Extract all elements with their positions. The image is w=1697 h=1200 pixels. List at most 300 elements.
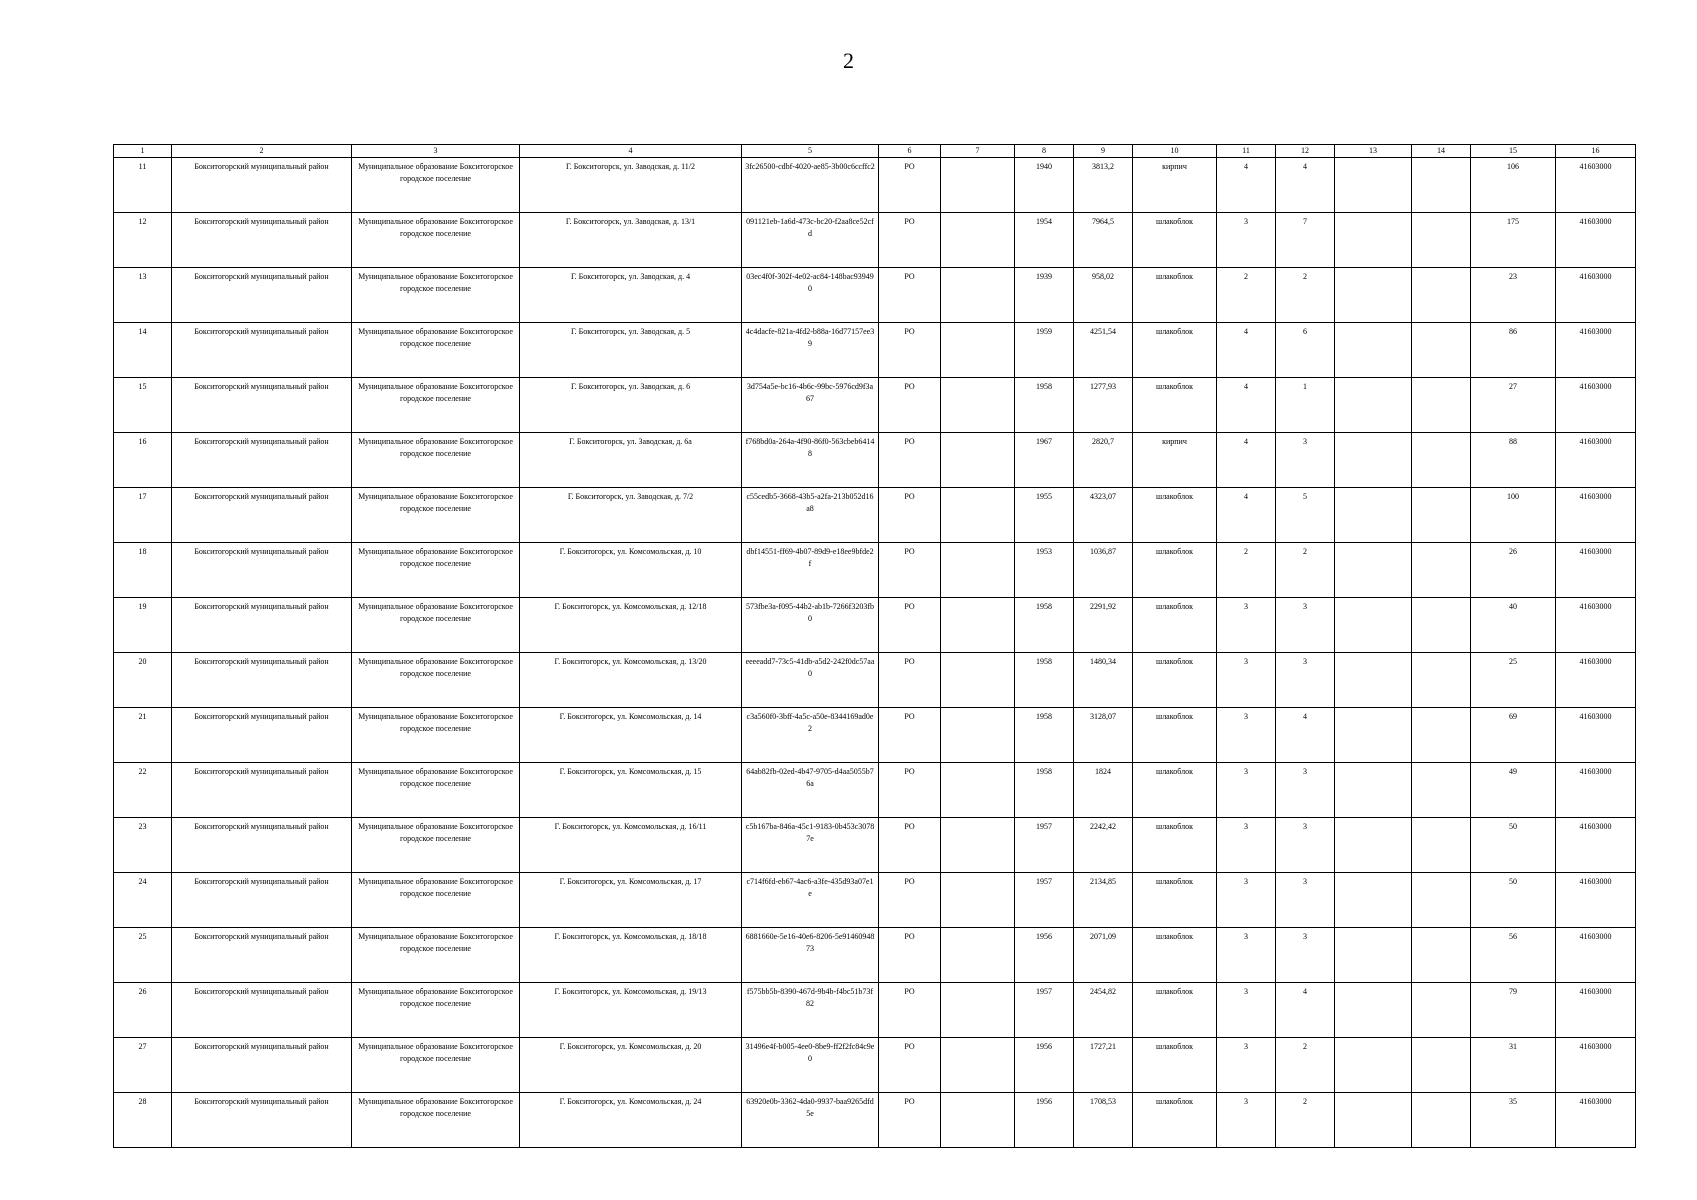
oktmo-code-cell: 41603000	[1556, 213, 1636, 268]
column-13-value-cell	[1335, 1093, 1412, 1148]
municipality-name-cell: Муниципальное образование Бокситогорское городское поселение	[352, 323, 520, 378]
oktmo-code-cell: 41603000	[1556, 763, 1636, 818]
column-header-2: 2	[172, 145, 352, 158]
district-name-cell: Бокситогорский муниципальный район	[172, 983, 352, 1038]
column-7-value-cell	[941, 818, 1015, 873]
column-14-value-cell	[1412, 983, 1471, 1038]
table-row	[114, 378, 1636, 433]
column-header-13: 13	[1335, 145, 1412, 158]
row-number-cell: 15	[114, 378, 172, 433]
column-7-value-cell	[941, 433, 1015, 488]
program-code-cell: РО	[879, 598, 941, 653]
table-row	[114, 653, 1636, 708]
residents-cell: 50	[1471, 818, 1556, 873]
floors-cell: 4	[1217, 323, 1276, 378]
floors-cell: 2	[1217, 268, 1276, 323]
column-7-value-cell	[941, 598, 1015, 653]
entrances-cell: 3	[1276, 433, 1335, 488]
wall-material-cell: шлакоблок	[1133, 268, 1217, 323]
oktmo-code-cell: 41603000	[1556, 543, 1636, 598]
entrances-cell: 1	[1276, 378, 1335, 433]
oktmo-code-cell: 41603000	[1556, 1093, 1636, 1148]
floors-cell: 3	[1217, 708, 1276, 763]
table-row	[114, 433, 1636, 488]
wall-material-cell: шлакоблок	[1133, 928, 1217, 983]
row-number-cell: 14	[114, 323, 172, 378]
district-name-cell: Бокситогорский муниципальный район	[172, 323, 352, 378]
column-7-value-cell	[941, 653, 1015, 708]
district-name-cell: Бокситогорский муниципальный район	[172, 818, 352, 873]
entrances-cell: 2	[1276, 1093, 1335, 1148]
wall-material-cell: шлакоблок	[1133, 1093, 1217, 1148]
wall-material-cell: шлакоблок	[1133, 818, 1217, 873]
column-13-value-cell	[1335, 268, 1412, 323]
program-code-cell: РО	[879, 818, 941, 873]
year-built-cell: 1957	[1015, 818, 1074, 873]
residents-cell: 35	[1471, 1093, 1556, 1148]
fias-guid-cell: 4c4dacfe-821a-4fd2-b88a-16d77157ee39	[742, 323, 879, 378]
table-row	[114, 873, 1636, 928]
oktmo-code-cell: 41603000	[1556, 653, 1636, 708]
total-area-cell: 4323,07	[1074, 488, 1133, 543]
column-7-value-cell	[941, 983, 1015, 1038]
column-14-value-cell	[1412, 928, 1471, 983]
entrances-cell: 3	[1276, 763, 1335, 818]
total-area-cell: 1480,34	[1074, 653, 1133, 708]
column-header-11: 11	[1217, 145, 1276, 158]
floors-cell: 3	[1217, 1093, 1276, 1148]
address-cell: Г. Бокситогорск, ул. Комсомольская, д. 15	[520, 763, 742, 818]
column-7-value-cell	[941, 708, 1015, 763]
column-14-value-cell	[1412, 1038, 1471, 1093]
floors-cell: 2	[1217, 543, 1276, 598]
column-14-value-cell	[1412, 378, 1471, 433]
fias-guid-cell: 31496e4f-b005-4ee0-8be9-ff2f2fc84c9e0	[742, 1038, 879, 1093]
column-14-value-cell	[1412, 818, 1471, 873]
wall-material-cell: шлакоблок	[1133, 213, 1217, 268]
column-13-value-cell	[1335, 818, 1412, 873]
municipality-name-cell: Муниципальное образование Бокситогорское городское поселение	[352, 928, 520, 983]
district-name-cell: Бокситогорский муниципальный район	[172, 543, 352, 598]
fias-guid-cell: 3fc26500-cdbf-4020-ae85-3b00c6ccffc2	[742, 158, 879, 213]
column-14-value-cell	[1412, 158, 1471, 213]
entrances-cell: 3	[1276, 928, 1335, 983]
fias-guid-cell: eeeeadd7-73c5-41db-a5d2-242f0dc57aa0	[742, 653, 879, 708]
entrances-cell: 2	[1276, 543, 1335, 598]
column-13-value-cell	[1335, 543, 1412, 598]
column-header-12: 12	[1276, 145, 1335, 158]
address-cell: Г. Бокситогорск, ул. Заводская, д. 6	[520, 378, 742, 433]
year-built-cell: 1958	[1015, 653, 1074, 708]
district-name-cell: Бокситогорский муниципальный район	[172, 708, 352, 763]
municipality-name-cell: Муниципальное образование Бокситогорское городское поселение	[352, 158, 520, 213]
district-name-cell: Бокситогорский муниципальный район	[172, 873, 352, 928]
municipality-name-cell: Муниципальное образование Бокситогорское городское поселение	[352, 1038, 520, 1093]
district-name-cell: Бокситогорский муниципальный район	[172, 378, 352, 433]
entrances-cell: 3	[1276, 873, 1335, 928]
district-name-cell: Бокситогорский муниципальный район	[172, 433, 352, 488]
address-cell: Г. Бокситогорск, ул. Комсомольская, д. 16/11	[520, 818, 742, 873]
total-area-cell: 2071,09	[1074, 928, 1133, 983]
program-code-cell: РО	[879, 543, 941, 598]
address-cell: Г. Бокситогорск, ул. Заводская, д. 11/2	[520, 158, 742, 213]
column-number-header-row	[114, 145, 1636, 158]
year-built-cell: 1939	[1015, 268, 1074, 323]
table-row	[114, 543, 1636, 598]
table-row	[114, 598, 1636, 653]
floors-cell: 3	[1217, 873, 1276, 928]
floors-cell: 3	[1217, 213, 1276, 268]
address-cell: Г. Бокситогорск, ул. Комсомольская, д. 19/13	[520, 983, 742, 1038]
column-7-value-cell	[941, 488, 1015, 543]
column-header-15: 15	[1471, 145, 1556, 158]
residents-cell: 56	[1471, 928, 1556, 983]
fias-guid-cell: dbf14551-ff69-4b07-89d9-e18ee9bfde2f	[742, 543, 879, 598]
floors-cell: 3	[1217, 653, 1276, 708]
total-area-cell: 4251,54	[1074, 323, 1133, 378]
row-number-cell: 13	[114, 268, 172, 323]
total-area-cell: 1277,93	[1074, 378, 1133, 433]
total-area-cell: 958,02	[1074, 268, 1133, 323]
program-code-cell: РО	[879, 323, 941, 378]
wall-material-cell: шлакоблок	[1133, 653, 1217, 708]
fias-guid-cell: f768bd0a-264a-4f90-86f0-563cbeb64148	[742, 433, 879, 488]
program-code-cell: РО	[879, 708, 941, 763]
residents-cell: 50	[1471, 873, 1556, 928]
fias-guid-cell: 3d754a5e-bc16-4b6c-99bc-5976cd9f3a67	[742, 378, 879, 433]
fias-guid-cell: 091121eb-1a6d-473c-bc20-f2aa8ce52cfd	[742, 213, 879, 268]
column-13-value-cell	[1335, 213, 1412, 268]
residents-cell: 25	[1471, 653, 1556, 708]
year-built-cell: 1957	[1015, 983, 1074, 1038]
program-code-cell: РО	[879, 763, 941, 818]
column-13-value-cell	[1335, 653, 1412, 708]
oktmo-code-cell: 41603000	[1556, 983, 1636, 1038]
municipality-name-cell: Муниципальное образование Бокситогорское городское поселение	[352, 543, 520, 598]
column-header-9: 9	[1074, 145, 1133, 158]
residents-cell: 40	[1471, 598, 1556, 653]
column-14-value-cell	[1412, 763, 1471, 818]
program-code-cell: РО	[879, 378, 941, 433]
entrances-cell: 3	[1276, 818, 1335, 873]
column-7-value-cell	[941, 323, 1015, 378]
column-14-value-cell	[1412, 873, 1471, 928]
residents-cell: 88	[1471, 433, 1556, 488]
column-7-value-cell	[941, 873, 1015, 928]
residents-cell: 27	[1471, 378, 1556, 433]
entrances-cell: 2	[1276, 268, 1335, 323]
column-14-value-cell	[1412, 433, 1471, 488]
municipality-name-cell: Муниципальное образование Бокситогорское городское поселение	[352, 598, 520, 653]
table-row	[114, 1038, 1636, 1093]
table-row	[114, 818, 1636, 873]
oktmo-code-cell: 41603000	[1556, 1038, 1636, 1093]
address-cell: Г. Бокситогорск, ул. Заводская, д. 6а	[520, 433, 742, 488]
address-cell: Г. Бокситогорск, ул. Комсомольская, д. 20	[520, 1038, 742, 1093]
column-7-value-cell	[941, 268, 1015, 323]
program-code-cell: РО	[879, 213, 941, 268]
entrances-cell: 2	[1276, 1038, 1335, 1093]
residents-cell: 26	[1471, 543, 1556, 598]
municipality-name-cell: Муниципальное образование Бокситогорское городское поселение	[352, 983, 520, 1038]
floors-cell: 3	[1217, 598, 1276, 653]
municipality-name-cell: Муниципальное образование Бокситогорское городское поселение	[352, 213, 520, 268]
column-7-value-cell	[941, 213, 1015, 268]
table-row	[114, 983, 1636, 1038]
total-area-cell: 3813,2	[1074, 158, 1133, 213]
entrances-cell: 6	[1276, 323, 1335, 378]
floors-cell: 4	[1217, 488, 1276, 543]
oktmo-code-cell: 41603000	[1556, 268, 1636, 323]
row-number-cell: 27	[114, 1038, 172, 1093]
entrances-cell: 4	[1276, 158, 1335, 213]
address-cell: Г. Бокситогорск, ул. Комсомольская, д. 14	[520, 708, 742, 763]
wall-material-cell: шлакоблок	[1133, 763, 1217, 818]
column-13-value-cell	[1335, 323, 1412, 378]
address-cell: Г. Бокситогорск, ул. Заводская, д. 5	[520, 323, 742, 378]
total-area-cell: 1824	[1074, 763, 1133, 818]
year-built-cell: 1956	[1015, 1093, 1074, 1148]
floors-cell: 3	[1217, 928, 1276, 983]
row-number-cell: 28	[114, 1093, 172, 1148]
column-header-7: 7	[941, 145, 1015, 158]
program-code-cell: РО	[879, 433, 941, 488]
address-cell: Г. Бокситогорск, ул. Заводская, д. 7/2	[520, 488, 742, 543]
table-row	[114, 268, 1636, 323]
floors-cell: 4	[1217, 158, 1276, 213]
page-number: 2	[843, 48, 854, 73]
row-number-cell: 25	[114, 928, 172, 983]
wall-material-cell: шлакоблок	[1133, 323, 1217, 378]
program-code-cell: РО	[879, 983, 941, 1038]
column-14-value-cell	[1412, 708, 1471, 763]
year-built-cell: 1956	[1015, 928, 1074, 983]
total-area-cell: 7964,5	[1074, 213, 1133, 268]
district-name-cell: Бокситогорский муниципальный район	[172, 488, 352, 543]
municipality-name-cell: Муниципальное образование Бокситогорское городское поселение	[352, 873, 520, 928]
table-row	[114, 158, 1636, 213]
wall-material-cell: шлакоблок	[1133, 543, 1217, 598]
column-header-1: 1	[114, 145, 172, 158]
program-code-cell: РО	[879, 1038, 941, 1093]
column-13-value-cell	[1335, 928, 1412, 983]
year-built-cell: 1955	[1015, 488, 1074, 543]
floors-cell: 4	[1217, 378, 1276, 433]
district-name-cell: Бокситогорский муниципальный район	[172, 598, 352, 653]
municipality-name-cell: Муниципальное образование Бокситогорское городское поселение	[352, 818, 520, 873]
column-13-value-cell	[1335, 708, 1412, 763]
fias-guid-cell: c3a560f0-3bff-4a5c-a50e-8344169ad0e2	[742, 708, 879, 763]
column-13-value-cell	[1335, 378, 1412, 433]
row-number-cell: 23	[114, 818, 172, 873]
column-header-5: 5	[742, 145, 879, 158]
total-area-cell: 2820,7	[1074, 433, 1133, 488]
year-built-cell: 1959	[1015, 323, 1074, 378]
entrances-cell: 5	[1276, 488, 1335, 543]
district-name-cell: Бокситогорский муниципальный район	[172, 213, 352, 268]
wall-material-cell: шлакоблок	[1133, 488, 1217, 543]
column-14-value-cell	[1412, 653, 1471, 708]
year-built-cell: 1940	[1015, 158, 1074, 213]
column-7-value-cell	[941, 1093, 1015, 1148]
year-built-cell: 1958	[1015, 708, 1074, 763]
program-code-cell: РО	[879, 653, 941, 708]
year-built-cell: 1953	[1015, 543, 1074, 598]
oktmo-code-cell: 41603000	[1556, 708, 1636, 763]
municipality-name-cell: Муниципальное образование Бокситогорское городское поселение	[352, 1093, 520, 1148]
column-7-value-cell	[941, 378, 1015, 433]
table-row	[114, 928, 1636, 983]
year-built-cell: 1956	[1015, 1038, 1074, 1093]
column-header-14: 14	[1412, 145, 1471, 158]
program-code-cell: РО	[879, 268, 941, 323]
column-header-3: 3	[352, 145, 520, 158]
oktmo-code-cell: 41603000	[1556, 598, 1636, 653]
wall-material-cell: кирпич	[1133, 158, 1217, 213]
floors-cell: 3	[1217, 763, 1276, 818]
address-cell: Г. Бокситогорск, ул. Комсомольская, д. 24	[520, 1093, 742, 1148]
column-13-value-cell	[1335, 983, 1412, 1038]
program-code-cell: РО	[879, 158, 941, 213]
year-built-cell: 1958	[1015, 598, 1074, 653]
address-cell: Г. Бокситогорск, ул. Заводская, д. 4	[520, 268, 742, 323]
table-row	[114, 1093, 1636, 1148]
column-14-value-cell	[1412, 213, 1471, 268]
fias-guid-cell: f575bb5b-8390-467d-9b4b-f4bc51b73f82	[742, 983, 879, 1038]
municipality-name-cell: Муниципальное образование Бокситогорское городское поселение	[352, 433, 520, 488]
wall-material-cell: шлакоблок	[1133, 873, 1217, 928]
municipality-name-cell: Муниципальное образование Бокситогорское городское поселение	[352, 708, 520, 763]
municipality-name-cell: Муниципальное образование Бокситогорское городское поселение	[352, 378, 520, 433]
entrances-cell: 4	[1276, 983, 1335, 1038]
floors-cell: 4	[1217, 433, 1276, 488]
residents-cell: 49	[1471, 763, 1556, 818]
total-area-cell: 3128,07	[1074, 708, 1133, 763]
total-area-cell: 1727,21	[1074, 1038, 1133, 1093]
floors-cell: 3	[1217, 1038, 1276, 1093]
program-code-cell: РО	[879, 928, 941, 983]
total-area-cell: 1036,87	[1074, 543, 1133, 598]
fias-guid-cell: 64ab82fb-02ed-4b47-9705-d4aa5055b76a	[742, 763, 879, 818]
column-header-8: 8	[1015, 145, 1074, 158]
oktmo-code-cell: 41603000	[1556, 928, 1636, 983]
municipality-name-cell: Муниципальное образование Бокситогорское городское поселение	[352, 763, 520, 818]
wall-material-cell: шлакоблок	[1133, 983, 1217, 1038]
column-7-value-cell	[941, 763, 1015, 818]
column-14-value-cell	[1412, 543, 1471, 598]
municipality-name-cell: Муниципальное образование Бокситогорское городское поселение	[352, 268, 520, 323]
residents-cell: 23	[1471, 268, 1556, 323]
column-13-value-cell	[1335, 1038, 1412, 1093]
table-row	[114, 708, 1636, 763]
fias-guid-cell: c5b167ba-846a-45c1-9183-0b453c30787e	[742, 818, 879, 873]
year-built-cell: 1954	[1015, 213, 1074, 268]
total-area-cell: 2291,92	[1074, 598, 1133, 653]
row-number-cell: 24	[114, 873, 172, 928]
fias-guid-cell: 03ec4f0f-302f-4e02-ac84-148bac939490	[742, 268, 879, 323]
column-13-value-cell	[1335, 158, 1412, 213]
total-area-cell: 2454,82	[1074, 983, 1133, 1038]
column-13-value-cell	[1335, 873, 1412, 928]
address-cell: Г. Бокситогорск, ул. Комсомольская, д. 13/20	[520, 653, 742, 708]
district-name-cell: Бокситогорский муниципальный район	[172, 1038, 352, 1093]
column-13-value-cell	[1335, 598, 1412, 653]
district-name-cell: Бокситогорский муниципальный район	[172, 1093, 352, 1148]
row-number-cell: 17	[114, 488, 172, 543]
column-header-10: 10	[1133, 145, 1217, 158]
floors-cell: 3	[1217, 983, 1276, 1038]
entrances-cell: 3	[1276, 653, 1335, 708]
program-code-cell: РО	[879, 488, 941, 543]
fias-guid-cell: 6881660e-5e16-40e6-8206-5e9146094873	[742, 928, 879, 983]
total-area-cell: 2242,42	[1074, 818, 1133, 873]
row-number-cell: 16	[114, 433, 172, 488]
row-number-cell: 20	[114, 653, 172, 708]
fias-guid-cell: c55cedb5-3668-43b5-a2fa-213b052d16a8	[742, 488, 879, 543]
residents-cell: 106	[1471, 158, 1556, 213]
floors-cell: 3	[1217, 818, 1276, 873]
wall-material-cell: шлакоблок	[1133, 1038, 1217, 1093]
address-cell: Г. Бокситогорск, ул. Комсомольская, д. 17	[520, 873, 742, 928]
residents-cell: 69	[1471, 708, 1556, 763]
row-number-cell: 11	[114, 158, 172, 213]
row-number-cell: 12	[114, 213, 172, 268]
oktmo-code-cell: 41603000	[1556, 323, 1636, 378]
column-header-4: 4	[520, 145, 742, 158]
year-built-cell: 1958	[1015, 763, 1074, 818]
wall-material-cell: шлакоблок	[1133, 598, 1217, 653]
entrances-cell: 3	[1276, 598, 1335, 653]
row-number-cell: 18	[114, 543, 172, 598]
residents-cell: 86	[1471, 323, 1556, 378]
fias-guid-cell: 63920e0b-3362-4da0-9937-baa9265dfd5e	[742, 1093, 879, 1148]
row-number-cell: 22	[114, 763, 172, 818]
residents-cell: 100	[1471, 488, 1556, 543]
row-number-cell: 21	[114, 708, 172, 763]
address-cell: Г. Бокситогорск, ул. Комсомольская, д. 12/18	[520, 598, 742, 653]
total-area-cell: 1708,53	[1074, 1093, 1133, 1148]
column-13-value-cell	[1335, 433, 1412, 488]
entrances-cell: 7	[1276, 213, 1335, 268]
column-7-value-cell	[941, 543, 1015, 598]
column-13-value-cell	[1335, 488, 1412, 543]
column-14-value-cell	[1412, 598, 1471, 653]
oktmo-code-cell: 41603000	[1556, 873, 1636, 928]
table-row	[114, 213, 1636, 268]
row-number-cell: 26	[114, 983, 172, 1038]
district-name-cell: Бокситогорский муниципальный район	[172, 763, 352, 818]
district-name-cell: Бокситогорский муниципальный район	[172, 158, 352, 213]
total-area-cell: 2134,85	[1074, 873, 1133, 928]
district-name-cell: Бокситогорский муниципальный район	[172, 653, 352, 708]
residents-cell: 79	[1471, 983, 1556, 1038]
table-row	[114, 323, 1636, 378]
column-13-value-cell	[1335, 763, 1412, 818]
district-name-cell: Бокситогорский муниципальный район	[172, 928, 352, 983]
oktmo-code-cell: 41603000	[1556, 378, 1636, 433]
table-row	[114, 488, 1636, 543]
column-14-value-cell	[1412, 1093, 1471, 1148]
municipality-name-cell: Муниципальное образование Бокситогорское городское поселение	[352, 653, 520, 708]
address-cell: Г. Бокситогорск, ул. Заводская, д. 13/1	[520, 213, 742, 268]
program-code-cell: РО	[879, 1093, 941, 1148]
column-header-6: 6	[879, 145, 941, 158]
oktmo-code-cell: 41603000	[1556, 488, 1636, 543]
column-7-value-cell	[941, 158, 1015, 213]
oktmo-code-cell: 41603000	[1556, 818, 1636, 873]
column-14-value-cell	[1412, 268, 1471, 323]
address-cell: Г. Бокситогорск, ул. Комсомольская, д. 18/18	[520, 928, 742, 983]
